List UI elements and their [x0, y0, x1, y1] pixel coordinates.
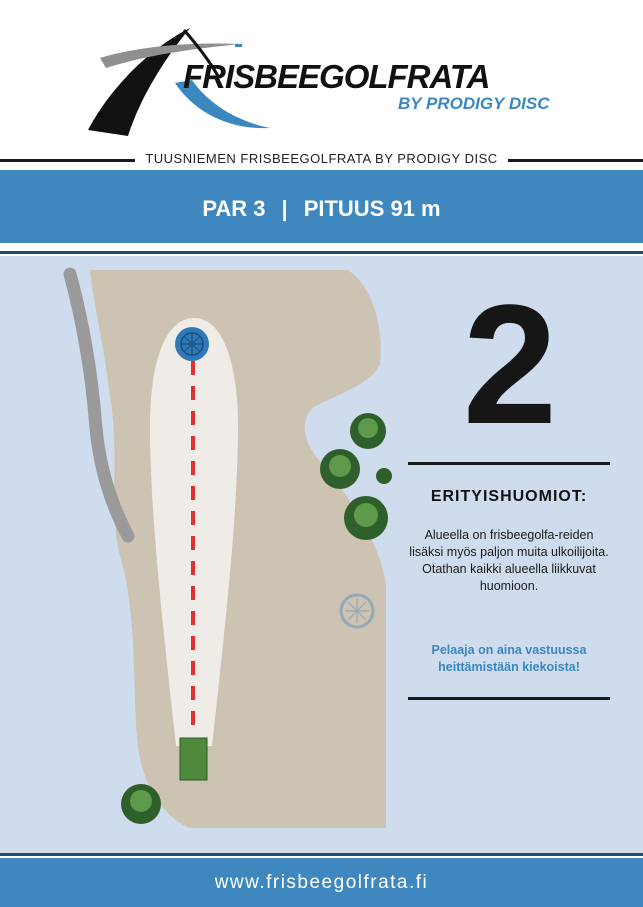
brand-name: FRISBEEGOLFRATA: [183, 58, 490, 95]
tee-pad: [180, 738, 207, 780]
map-top-rule: [0, 251, 643, 254]
brand-tagline: BY PRODIGY DISC: [398, 94, 550, 113]
map-bottom-rule: [0, 853, 643, 856]
notes-title: ERITYISHUOMIOT:: [430, 488, 588, 505]
separator: |: [281, 196, 288, 221]
hole-info-text: [0, 196, 643, 222]
par-label: PAR 3: [202, 196, 266, 221]
header: [0, 0, 643, 170]
basket-icon: [175, 327, 209, 361]
faded-basket-icon: [341, 595, 373, 627]
footer-url[interactable]: www.frisbeegolfrata.fi: [214, 872, 429, 893]
course-title-text: TUUSNIEMEN FRISBEEGOLFRATA BY PRODIGY DISC: [135, 151, 507, 166]
info-bottom-rule: [408, 697, 610, 700]
info-top-rule: [408, 462, 610, 465]
notes-warning: Pelaaja on aina vastuussa heittämistään kiekoista!: [431, 643, 587, 674]
length-label: PITUUS 91 m: [303, 196, 441, 221]
course-title: [0, 151, 643, 166]
notes-body: Alueella on frisbeegolfa-reiden lisäksi myös paljon muita ulkoilijoita. Otathan kaikki alueella liikkuvat huomioon.: [409, 528, 609, 593]
hole-number: 2: [462, 270, 558, 460]
ground-area: [90, 270, 386, 828]
